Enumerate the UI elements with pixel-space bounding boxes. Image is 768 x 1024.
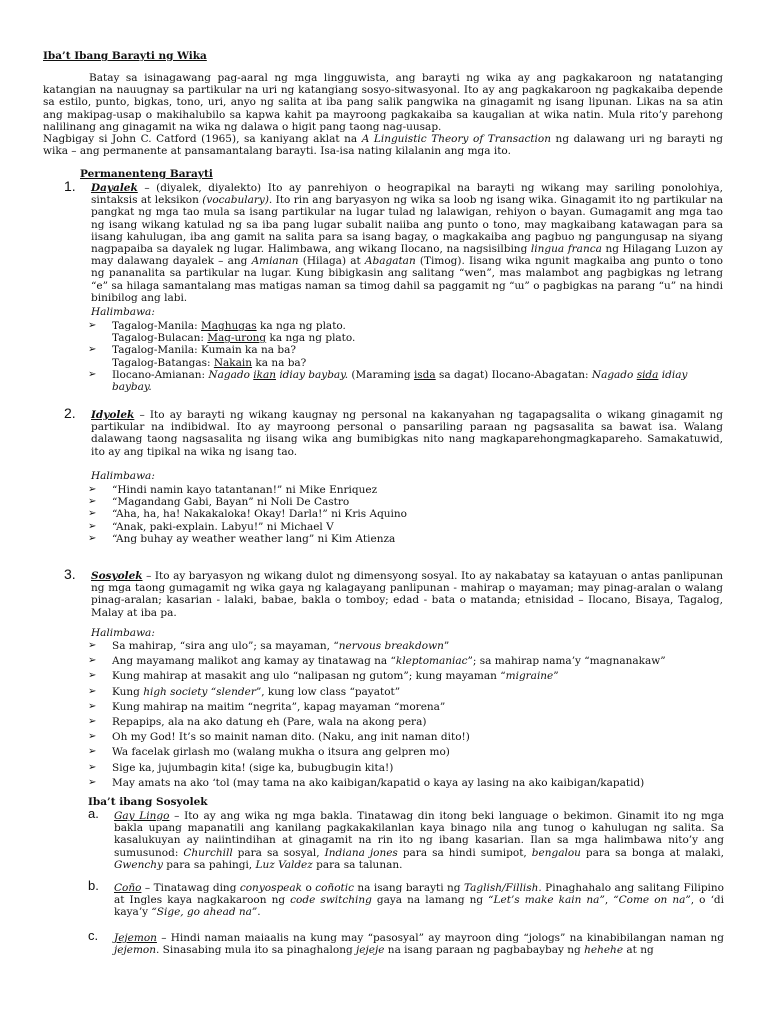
list-item: ➢ Ilocano-Amianan: Nagado ikan idiay baybay. (Maraming isda sa dagat) Ilocano-Abagatan: Nagado sida idiay baybay.	[88, 368, 688, 394]
list-item: ➢ Kung mahirap na maitim “negrita”, kapag mayaman “morena”	[88, 700, 446, 713]
list-item: ➢ “Hindi namin kayo tatantanan!” ni Mike Enriquez	[88, 484, 378, 496]
item-cono: b. Coño – Tinatawag ding conyospeak o coñotic na isang barayti ng Taglish/Fillish. Pinaghahalo ang salitang Filipino at Ingles kaya nagkakaroon ng code switching gaya na lamang ng “Let’s make kain na”, “Come on na”, o ‘di kaya’y “Sige, go ahead na”.	[88, 878, 724, 919]
term-dayalek: Dayalek	[91, 182, 138, 194]
arrow-bullet-icon: ➢	[88, 655, 97, 667]
arrow-bullet-icon: ➢	[88, 700, 97, 712]
list-item: ➢ “Ang buhay ay weather weather lang” ni Kim Atienza	[88, 532, 396, 545]
item-number: 3.	[64, 566, 76, 582]
term-gay-lingo: Gay Lingo	[114, 810, 170, 822]
item-letter: b.	[88, 878, 99, 893]
list-item: ➢ Sige ka, jujumbagin kita! (sige ka, bubugbugin kita!)	[88, 761, 394, 774]
term-jejemon: Jejemon	[114, 932, 157, 944]
arrow-bullet-icon: ➢	[88, 761, 97, 773]
list-item: ➢ Tagalog-Manila: Kumain ka na ba? Tagalog-Batangas: Nakain ka na ba?	[88, 344, 307, 369]
halimbawa-label: Halimbawa:	[91, 627, 155, 639]
arrow-bullet-icon: ➢	[88, 532, 97, 544]
term-sosyolek: Sosyolek	[91, 570, 143, 582]
list-item: ➢ Oh my God! It’s so mainit naman dito. (Naku, ang init naman dito!)	[88, 731, 470, 744]
arrow-bullet-icon: ➢	[88, 685, 97, 697]
arrow-bullet-icon: ➢	[88, 320, 97, 331]
arrow-bullet-icon: ➢	[88, 640, 97, 651]
item-letter: c.	[88, 928, 99, 943]
list-item: ➢ Ang mayamang malikot ang kamay ay tinatawag na “kleptomaniac”; sa mahirap nama’y “magnanakaw”	[88, 655, 666, 668]
halimbawa-label: Halimbawa:	[91, 306, 155, 318]
term-idyolek: Idyolek	[91, 409, 135, 421]
list-item: ➢ “Anak, paki-explain. Labyu!” ni Michael V	[88, 520, 334, 533]
sosyolek-examples	[88, 640, 728, 789]
arrow-bullet-icon: ➢	[88, 508, 97, 520]
arrow-bullet-icon: ➢	[88, 731, 97, 743]
list-item: ➢ “Aha, ha, ha! Nakakaloka! Okay! Darla!” ni Kris Aquino	[88, 508, 407, 521]
arrow-bullet-icon: ➢	[88, 484, 97, 495]
list-item: ➢ Tagalog-Manila: Maghugas ka nga ng plato. Tagalog-Bulacan: Mag-urong ka nga ng plato.	[88, 320, 356, 345]
document-title: Iba’t Ibang Barayti ng Wika	[43, 50, 207, 62]
list-item: ➢ Kung mahirap at masakit ang ulo “nalipasan ng gutom”; kung mayaman “migraine”	[88, 670, 559, 683]
list-item: ➢ Sa mahirap, “sira ang ulo”; sa mayaman, “nervous breakdown”	[88, 640, 450, 652]
arrow-bullet-icon: ➢	[88, 520, 97, 532]
intro-paragraph: Batay sa isinagawang pag-aaral ng mga lingguwista, ang barayti ng wika ay ang pagkakaroon ng natatanging katangian na nauugnay sa partikular na uri ng katangiang sosyo-sitwasyonal. Ito ay ang pagkakaroon ng pagkakaiba depende sa estilo, punto, bigkas, tono, uri, anyo ng salita at iba pang salik pangwika na ginagamit ng isang lipunan. Likas na sa atin ang makipag-usap o makihalubilo sa kapwa kahit pa mayroong pagkakaiba sa kaugalian at wika natin. Mula rito’y parehong nalilinang ang ginagamit na wika ng dalawa o higit pang taong nag-uusap. Nagbigay si John C. Catford (1965), sa kaniyang aklat na A Linguistic Theory of Transaction ng dalawang uri ng barayti ng wika – ang permanente at pansamantalang barayti. Isa-isa nating kilalanin ang mga ito.	[43, 72, 723, 158]
list-item: ➢ Wa facelak girlash mo (walang mukha o itsura ang gelpren mo)	[88, 746, 450, 759]
item-sosyolek: 3. Sosyolek – Ito ay baryasyon ng wikang dulot ng dimensyong sosyal. Ito ay nakabatay sa katayuan o antas panlipunan ng mga taong gumagamit ng wika gaya ng kalagayang panlipunan - mahirap o mayaman; may pinag-aralan o walang pinag-aralan; kasarian - lalaki, babae, bakla o tomboy; edad - bata o matanda; etnisidad – Ilocano, Bisaya, Tagalog, Malay at iba pa.	[64, 566, 723, 619]
section-title-iba-sosyolek: Iba’t ibang Sosyolek	[88, 796, 208, 808]
item-idyolek: 2. Idyolek – Ito ay barayti ng wikang kaugnay ng personal na kakanyahan ng tagapagsalita o wikang ginagamit ng partikular na indibidwal. Ito ay mayroong personal o pansariling paraan ng pagsasalita sa bawat isa. Walang dalawang taong nagsasalita ng iisang wika ang bumibigkas nito nang magkaparehongmagkapareho. Samakatuwid, ito ay ang tipikal na wika ng isang tao.	[64, 405, 723, 458]
arrow-bullet-icon: ➢	[88, 776, 97, 788]
item-letter: a.	[88, 806, 99, 821]
idyolek-examples	[88, 484, 728, 545]
list-item: ➢ “Magandang Gabi, Bayan” ni Noli De Castro	[88, 496, 350, 509]
list-item: ➢ Repapips, ala na ako datung eh (Pare, wala na akong pera)	[88, 716, 427, 729]
arrow-bullet-icon: ➢	[88, 670, 97, 682]
halimbawa-label: Halimbawa:	[91, 470, 155, 482]
item-dayalek: 1. Dayalek – (diyalek, diyalekto) Ito ay panrehiyon o heograpikal na barayti ng wikang may sariling ponolohiya, sintaksis at leksikon (vocabulary). Ito rin ang baryasyon ng wika sa loob ng isang wika. Ginagamit ito ng partikular na pangkat ng mga tao mula sa isang partikular na lugar tulad ng lalawigan, rehiyon o bayan. Gumagamit ang mga tao ng isang wikang katulad ng sa iba pang lugar subalit naiiba ang punto o tono, may magkaibang katawagan para sa iisang kahulugan, iba ang gamit na salita para sa isang bagay, o magkakaiba ang pagbuo ng pangungusap na siyang nagpapaiba sa dayalek ng lugar. Halimbawa, ang wikang Ilocano, na nagsisilbing lingua franca ng Hilagang Luzon ay may dalawang dayalek – ang Amianan (Hilaga) at Abagatan (Timog). Iisang wika ngunit magkaiba ang punto o tono ng pananalita sa partikular na lugar. Kung bibigkasin ang salitang “wen”, mas malambot ang pagbigkas ng letrang “e” sa hilaga samantalang mas matigas naman sa timog dahil sa paggamit ng “ɯ” o pagbigkas na parang “u” na hindi binibilog ang labi.	[64, 178, 723, 304]
arrow-bullet-icon: ➢	[88, 746, 97, 758]
list-item: ➢ May amats na ako ‘tol (may tama na ako kaibigan/kapatid o kaya ay lasing na ako kaibigan/kapatid)	[88, 776, 645, 789]
list-item: ➢ Kung high society “slender”, kung low class “payatot”	[88, 685, 401, 698]
item-number: 1.	[64, 178, 76, 194]
section-title-permanente: Permanenteng Barayti	[80, 168, 213, 180]
item-jejemon: c. Jejemon – Hindi naman maiaalis na kung may “pasosyal” ay mayroon ding “jologs” na kinabibilangan naman ng jejemon. Sinasabing mula ito sa pinaghalong jejeje na isang paraan ng pagbabaybay ng hehehe at ng	[88, 928, 724, 957]
arrow-bullet-icon: ➢	[88, 716, 97, 728]
arrow-bullet-icon: ➢	[88, 496, 97, 508]
arrow-bullet-icon: ➢	[88, 368, 97, 380]
item-number: 2.	[64, 405, 76, 421]
arrow-bullet-icon: ➢	[88, 344, 97, 356]
term-cono: Coño	[114, 882, 142, 894]
item-gay-lingo: a. Gay Lingo – Ito ay ang wika ng mga bakla. Tinatawag din itong beki language o bekimon. Ginamit ito ng mga bakla upang mapanatili ang kanilang pagkakakilanlan kaya binago nila ang tunog o kahulugan ng salita. Sa kasalukuyan ay naiintindihan at ginagamit na rin ito ng ibang kasarian. Ilan sa mga halimbawa nito’y ang sumusunod: Churchill para sa sosyal, Indiana jones para sa hindi sumipot, bengalou para sa bonga at malaki, Gwenchy para sa pahingi, Luz Valdez para sa talunan.	[88, 806, 724, 871]
dayalek-examples	[88, 320, 728, 393]
